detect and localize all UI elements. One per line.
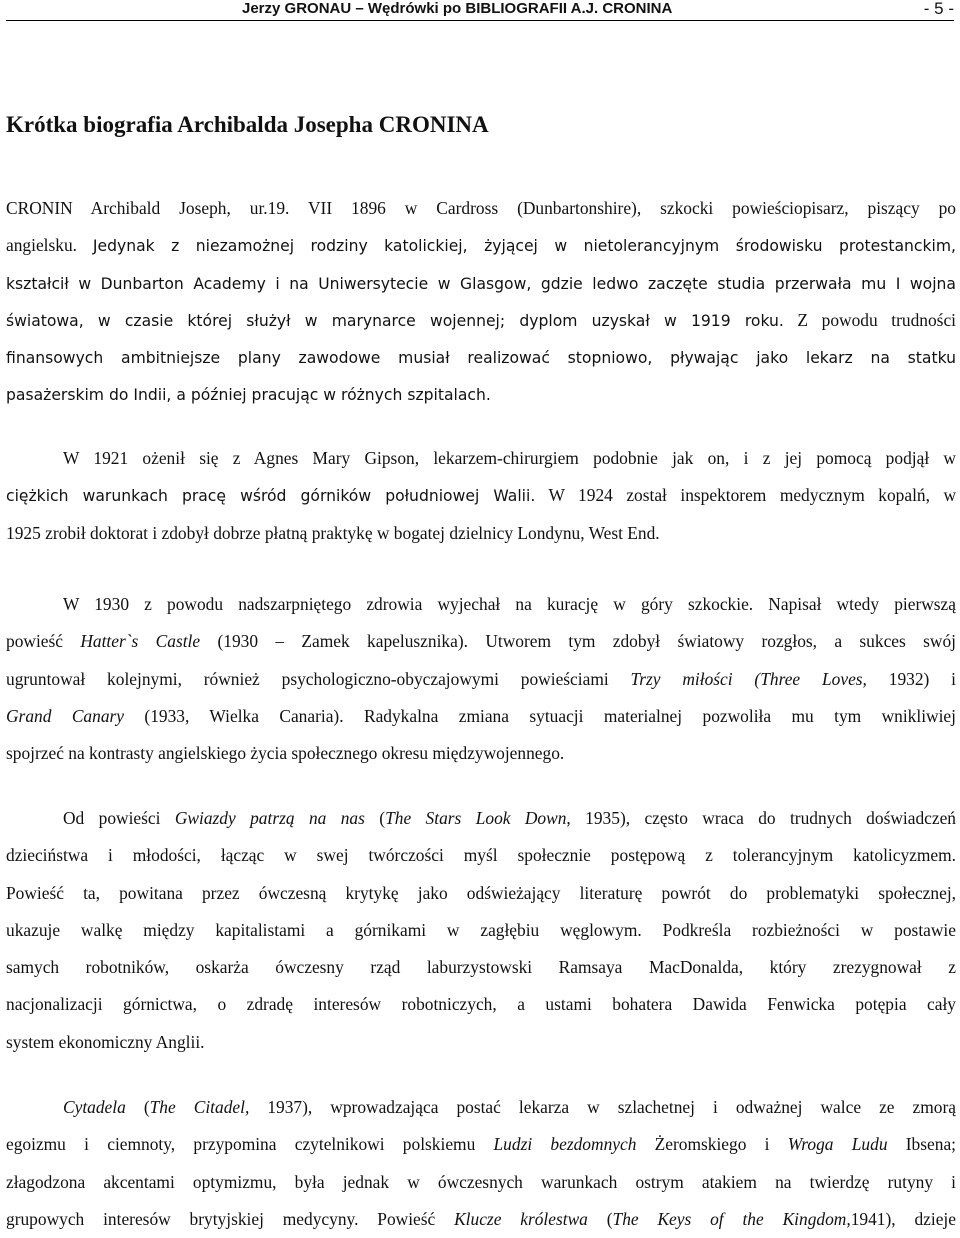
text-run: dzieciństwa i młodości, łącząc w swej twórczości myśl społecznie postępową z tolerancyjnym katolicyzmem.	[6, 845, 956, 866]
text-run: 1925 zrobił doktorat i zdobył dobrze płatną praktykę w bogatej dzielnicy Londynu, West End.	[6, 522, 660, 543]
paragraph	[6, 190, 956, 414]
text-run: grupowych interesów brytyjskiej medycyny. Powieść	[6, 1208, 455, 1229]
italic-title: Cytadela	[63, 1097, 126, 1117]
italic-title: Klucze królestwa	[454, 1208, 588, 1229]
italic-title: Wroga Ludu	[787, 1134, 888, 1155]
text-run: system ekonomiczny Anglii.	[6, 1031, 205, 1052]
text-run: W 1924 został inspektorem medycznym kopalń, w	[535, 485, 956, 506]
text-line	[6, 440, 956, 477]
text-line	[6, 265, 956, 302]
running-title: Jerzy GRONAU – Wędrówki po BIBLIOGRAFII A.J. CRONINA	[242, 0, 673, 17]
italic-title: The Citadel,	[149, 1097, 250, 1117]
text-line	[6, 623, 956, 660]
italic-title: Gwiazdy patrzą na nas	[174, 808, 365, 828]
text-line	[6, 302, 956, 339]
text-line	[6, 339, 956, 376]
text-line	[6, 698, 956, 735]
text-run: angielsku.	[6, 235, 93, 256]
text-run: kształcił w Dunbarton Academy i na Uniwersytecie w Glasgow, gdzie ledwo zaczęte studia przerwała mu I wojna	[6, 274, 956, 293]
text-line	[6, 986, 956, 1023]
text-line	[6, 515, 956, 552]
text-line	[6, 477, 956, 514]
text-line	[6, 1126, 956, 1163]
text-line	[6, 735, 956, 772]
text-run: CRONIN Archibald Joseph, ur.19. VII 1896 w Cardross (Dunbartonshire), szkocki powieściopisarz, piszący po	[6, 198, 956, 218]
italic-title: Hatter`s Castle	[80, 631, 201, 652]
text-line	[6, 227, 956, 264]
text-run: Od powieści	[63, 808, 175, 828]
text-run: , 1935), często wraca do trudnych doświadczeń	[566, 808, 956, 828]
text-run: (	[125, 1097, 150, 1117]
text-line	[6, 190, 956, 227]
text-run: spojrzeć na kontrasty angielskiego życia społecznego okresu międzywojennego.	[6, 743, 565, 764]
running-header	[6, 0, 954, 21]
paragraph	[6, 586, 956, 772]
italic-title: The Stars Look Down	[385, 808, 567, 828]
italic-title: Trzy miłości (Three Loves,	[630, 668, 867, 689]
text-line	[6, 875, 956, 912]
text-run: złagodzona akcentami optymizmu, była jednak w ówczesnych warunkach ostrym atakiem na twierdzę rutyny i	[6, 1171, 956, 1192]
text-line	[6, 1201, 956, 1238]
text-run: ukazuje walkę między kapitalistami a górnikami w zagłębiu węglowym. Podkreśla rozbieżności w postawie	[6, 919, 956, 940]
text-run: W 1930 z powodu nadszarpniętego zdrowia wyjechał na kurację w góry szkockie. Napisał wtedy pierwszą	[63, 594, 956, 614]
section-title: Krótka biografia Archibalda Josepha CRONINA	[6, 112, 489, 137]
text-line	[6, 1164, 956, 1201]
text-run: (	[364, 808, 386, 828]
text-line	[6, 949, 956, 986]
text-run: 1937), wprowadzająca postać lekarza w szlachetnej i odważnej walce ze zmorą	[249, 1097, 956, 1117]
text-run: 1932) i	[866, 668, 956, 689]
text-run: światowa, w czasie której służył w marynarce wojennej; dyplom uzyskał w 1919 roku.	[6, 311, 784, 330]
text-run: (1930 – Zamek kapelusznika). Utworem tym zdobył światowy rozgłos, a sukces swój	[200, 631, 956, 652]
text-line	[6, 376, 956, 413]
text-run: ciężkich warunkach pracę wśród górników południowej Walii.	[6, 487, 536, 506]
text-run: Z powodu trudności	[783, 309, 956, 330]
text-line	[6, 837, 956, 874]
text-line	[6, 1089, 956, 1126]
italic-title: The Keys of the Kingdom,	[612, 1208, 851, 1229]
text-run: ugruntował kolejnymi, również psychologiczno-obyczajowymi powieściami	[6, 668, 631, 689]
paragraph	[6, 800, 956, 1061]
text-run: 1941), dzieje	[850, 1208, 956, 1229]
text-run: (1933, Wielka Canaria). Radykalna zmiana sytuacji materialnej pozwoliła mu tym wnikliwiej	[124, 705, 956, 726]
text-line	[6, 661, 956, 698]
text-line	[6, 800, 956, 837]
text-run: (	[587, 1208, 613, 1229]
text-run: W 1921 ożenił się z Agnes Mary Gipson, lekarzem-chirurgiem podobnie jak on, i z jej pomocą podjął w	[63, 448, 956, 468]
text-run: finansowych ambitniejsze plany zawodowe musiał realizować stopniowo, pływając jako lekarz na statku	[6, 349, 956, 368]
text-run: Powieść ta, powitana przez ówczesną krytykę jako odświeżający literaturę powrót do problematyki społecznej,	[6, 882, 956, 903]
text-run: samych robotników, oskarża ówczesny rząd laburzystowski Ramsaya MacDonalda, który zrezygnował z	[6, 957, 956, 978]
text-run: Jedynak z niezamożnej rodziny katolickiej, żyjącej w nietolerancyjnym środowisku protestanckim,	[92, 237, 956, 256]
italic-title: Grand Canary	[6, 705, 124, 726]
text-run: pasażerskim do Indii, a później pracując w różnych szpitalach.	[6, 386, 491, 405]
paragraph	[6, 1089, 956, 1238]
text-run: Ibsena;	[887, 1134, 956, 1155]
text-line	[6, 912, 956, 949]
text-line	[6, 1024, 956, 1061]
text-run: egoizmu i ciemnoty, przypomina czytelnikowi polskiemu	[6, 1134, 494, 1155]
paragraph	[6, 440, 956, 552]
text-run: nacjonalizacji górnictwa, o zdradę interesów robotniczych, a ustami bohatera Dawida Fenwicka potępia cały	[6, 994, 956, 1015]
text-run: Żeromskiego i	[636, 1134, 788, 1155]
italic-title: Ludzi bezdomnych	[493, 1134, 637, 1155]
text-line	[6, 586, 956, 623]
text-run: powieść	[6, 631, 81, 652]
page-number: - 5 -	[923, 0, 954, 18]
